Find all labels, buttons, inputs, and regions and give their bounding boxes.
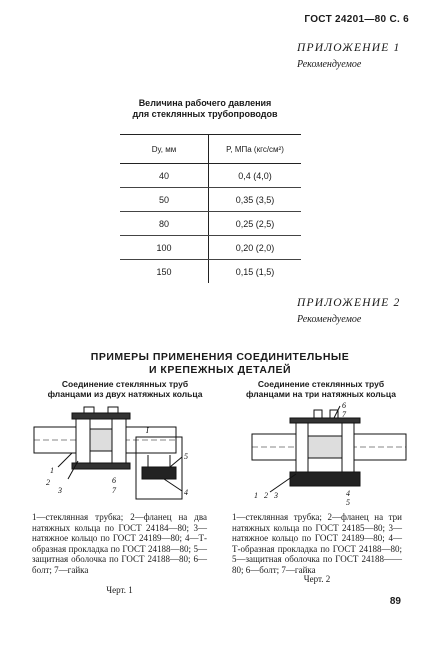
page-number: 89 (389, 596, 401, 607)
nut-top (314, 410, 322, 418)
label-1: 1 (50, 466, 54, 475)
leader-6 (334, 406, 340, 418)
detail-lines (142, 455, 176, 467)
figure2-caption-line1: Соединение стеклянных труб (257, 379, 385, 389)
bolt-top (290, 418, 360, 423)
section-title-line1: ПРИМЕРЫ ПРИМЕНЕНИЯ СОЕДИНИТЕЛЬНЫЕ (90, 351, 350, 363)
cell-pressure: 0,35 (3,5) (209, 188, 302, 212)
cell-pressure: 0,25 (2,5) (209, 212, 302, 236)
detail-section (142, 467, 176, 479)
label-4: 4 (346, 489, 350, 498)
nut-top (84, 407, 94, 413)
label-2: 2 (264, 491, 268, 500)
figure2-chert: Черт. 2 (303, 574, 331, 584)
flange-left (76, 419, 90, 463)
table-caption-line1: Величина рабочего давления (138, 98, 272, 108)
leader-4 (164, 479, 182, 491)
figure1-caption (40, 379, 210, 399)
label-1: 1 (254, 491, 258, 500)
label-3: 3 (58, 486, 62, 495)
detail-label: I (146, 426, 149, 435)
label-6: 6 (112, 476, 116, 485)
table-row (120, 164, 301, 188)
flange-right (342, 422, 354, 474)
gasket (308, 436, 342, 458)
flange-left (296, 422, 308, 474)
appendix1-title: ПРИЛОЖЕНИЕ 1 (297, 42, 401, 54)
label-7: 7 (112, 486, 116, 495)
nut-top-2 (108, 407, 118, 413)
figure1-legend: 1—стеклянная трубка; 2—фланец на два натяжных кольца по ГОСТ 24184—80; 3—натяжное кольцо по ГОСТ 24189—80; 4—Т-образная прокладка по ГОСТ 24188—80; 5—защитная оболочка по ГОСТ 24188—80; 6—болт; 7—гайка (32, 512, 207, 575)
gasket (90, 429, 112, 451)
flange-right (112, 419, 126, 463)
cell-diameter: 100 (120, 236, 209, 260)
page-header: ГОСТ 24201—80 С. 6 (304, 14, 409, 25)
cell-diameter: 150 (120, 260, 209, 284)
label-5: 5 (346, 498, 350, 507)
rings-bottom (290, 472, 360, 486)
table-caption-line2: для стеклянных трубопроводов (132, 109, 278, 119)
label-2: 2 (46, 478, 50, 487)
figure1-drawing (32, 405, 207, 510)
label-5: 5 (184, 452, 188, 461)
col-header-pressure: P, МПа (кгс/см²) (209, 135, 302, 164)
figure1-chert: Черт. 1 (106, 585, 133, 595)
figure2-drawing (250, 400, 410, 510)
cell-diameter: 80 (120, 212, 209, 236)
label-3: 3 (274, 491, 278, 500)
nut-top-2 (330, 410, 338, 418)
leader-1 (58, 453, 72, 467)
table-row (120, 236, 301, 260)
section-title (60, 351, 380, 377)
label-6: 6 (342, 401, 346, 410)
table-row (120, 212, 301, 236)
bolt-top (72, 413, 130, 419)
section-title-line2: И КРЕПЕЖНЫХ ДЕТАЛЕЙ (148, 364, 292, 376)
cell-pressure: 0,4 (4,0) (209, 164, 302, 188)
col-header-diameter: Dу, мм (120, 135, 209, 164)
cell-diameter: 50 (120, 188, 209, 212)
table-row (120, 188, 301, 212)
appendix2-subtitle: Рекомендуемое (297, 314, 362, 325)
label-7: 7 (342, 410, 346, 419)
figure1-caption-line1: Соединение стеклянных труб (61, 379, 189, 389)
table-row (120, 260, 301, 284)
bolt-bottom (72, 463, 130, 469)
cell-diameter: 40 (120, 164, 209, 188)
figure2-caption (236, 379, 406, 399)
appendix2-title: ПРИЛОЖЕНИЕ 2 (297, 297, 401, 309)
table-caption (120, 98, 290, 120)
figure2-caption-line2: фланцами на три натяжных кольца (246, 389, 396, 399)
cell-pressure: 0,15 (1,5) (235, 266, 275, 277)
cell-pressure: 0,20 (2,0) (209, 236, 302, 260)
appendix1-subtitle: Рекомендуемое (297, 59, 362, 70)
pressure-table (120, 134, 301, 283)
figure2-legend: 1—стеклянная трубка; 2—фланец на три натяжных кольца по ГОСТ 24185—80; 3—натяжное кольцо по ГОСТ 24189—80; 4—Т-образная прокладка по ГОСТ 24188—80; 5—защитная оболочка по ГОСТ 24188——80; 6—болт; 7—гайка (232, 512, 402, 575)
table-header-row (120, 135, 301, 164)
figure1-caption-line2: фланцами из двух натяжных кольца (47, 389, 203, 399)
leader-5 (170, 457, 182, 467)
label-4: 4 (184, 488, 188, 497)
